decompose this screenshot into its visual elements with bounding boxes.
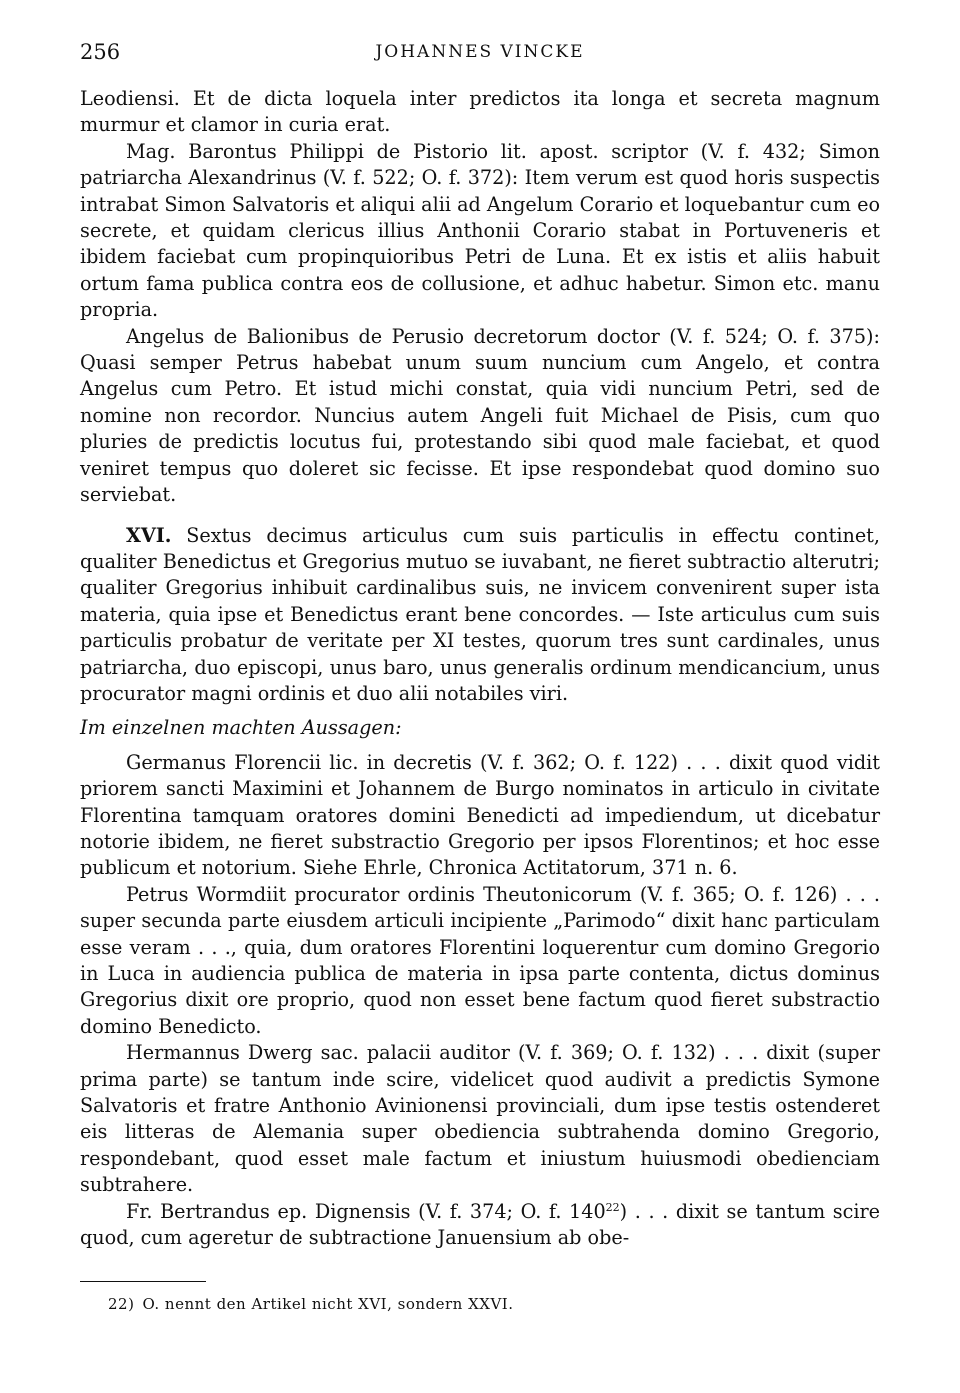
footnote-number: 22) (108, 1295, 135, 1313)
subhead-gap-after (80, 742, 880, 750)
paragraph-3: Angelus de Balionibus de Perusio decretorum doctor (V. f. 524; O. f. 375): Quasi semper Petrus habebat unum suum nuncium cum Angelo, et contra Angelus cum Petro. Et istud michi constat, quia vidi nuncium Petri, sed de nomine non recordor. Nuncius autem Angeli fuit Michael de Pisis, cum quo pluries de predictis locutus fui, protestando sibi quod male faciebat, et quod veniret tempus quo doleret sic fecisse. Et ipse respondebat quod domino suo serviebat. (80, 324, 880, 507)
bertrandus-text-b: ) . . . dixit se tantum scire quod, cum ageretur de subtractione Januensium ab obe- (80, 1199, 880, 1250)
paragraph-section-xvi (80, 523, 880, 708)
main-text (80, 86, 880, 1251)
paragraph-germanus: Germanus Florencii lic. in decretis (V. f. 362; O. f. 122) . . . dixit quod vidit priorem sancti Maximini et Johannem de Burgo nominatos in articulo in civitate Florentina tamquam oratores domini Benedicti ad impediendum, ut dicebatur notorie ibidem, ne fieret substractio Gregorio per ipsos Florentinos; et hoc esse publicum et notorium. Siehe Ehrle, Chronica Actitatorum, 371 n. 6. (80, 750, 880, 880)
paragraph-petrus: Petrus Wormdiit procurator ordinis Theutonicorum (V. f. 365; O. f. 126) . . . super secunda parte eiusdem articuli incipiente „Parimodo“ dixit hanc particulam esse veram . . ., quia, dum oratores Florentini loquerentur cum domino Gregorio in Luca in audiencia publica de materia in ipsa parte contenta, dictus dominus Gregorius dixit ore proprio, quod non esset bene factum quod fieret substractio domino Benedicto. (80, 882, 880, 1038)
footnote-rule (80, 1281, 206, 1282)
bertrandus-text-a: Fr. Bertrandus ep. Dignensis (V. f. 374; O. f. 140 (126, 1199, 606, 1223)
footnote-ref: 22 (605, 1200, 620, 1214)
paragraph-1: Leodiensi. Et de dicta loquela inter predictos ita longa et secreta magnum murmur et clamor in curia erat. (80, 87, 880, 137)
section-number: XVI. (126, 523, 172, 547)
section-gap (80, 509, 880, 523)
subheading: Im einzelnen machten Aussagen: (80, 716, 402, 740)
running-head: JOHANNES VINCKE (375, 42, 585, 62)
footnote-text: O. nennt den Artikel nicht XVI, sondern XXVI. (142, 1295, 514, 1313)
paragraph-2: Mag. Barontus Philippi de Pistorio lit. apost. scriptor (V. f. 432; Simon patriarcha Alexandrinus (V. f. 522; O. f. 372): Item verum est quod horis suspectis intrabat Simon Salvatoris et aliqui alii ad Angelum Corario et loquebantur cum eo secrete, et quidam clericus illius Anthonii Corario stabat in Portuveneris et ibidem faciebat cum propinquioribus Petri de Luna. Et ex istis et aliis habuit ortum fama publica contra eos de collusione, et adhuc habetur. Simon etc. manu propria. (80, 139, 880, 322)
paragraph-bertrandus (80, 1199, 880, 1252)
paragraph-hermannus: Hermannus Dwerg sac. palacii auditor (V. f. 369; O. f. 132) . . . dixit (super prima parte) se tantum inde scire, videlicet quod audivit a predictis Symone Salvatoris et fratre Anthonio Avinionensi provinciali, dum ipse testis ostenderet eis litteras de Alemania super obediencia subtrahenda domino Gregorio, respondebant, quod esset male factum et iniustum huiusmodi obedienciam subtrahere. (80, 1041, 880, 1197)
page-header (80, 40, 880, 66)
page-number: 256 (80, 40, 121, 64)
footnote (80, 1294, 880, 1314)
subhead-gap (80, 707, 880, 715)
section-xvi-text: Sextus decimus articulus cum suis particulis in effectu continet, qualiter Benedictus et Gregorius mutuo se iuvabant, ne fieret subtractio alterutri; qualiter Gregorius inhibuit cardinalibus suis, ne invicem convenirent super ista materia, quia ipse et Benedictus erant bene concordes. — Iste articulus cum suis particulis probatur de veritate per XI testes, quorum tres sunt cardinales, unus patriarcha, duo episcopi, unus baro, unus generalis ordinum mendicancium, unus procurator magni ordinis et duo alii notabiles viri. (80, 523, 880, 705)
